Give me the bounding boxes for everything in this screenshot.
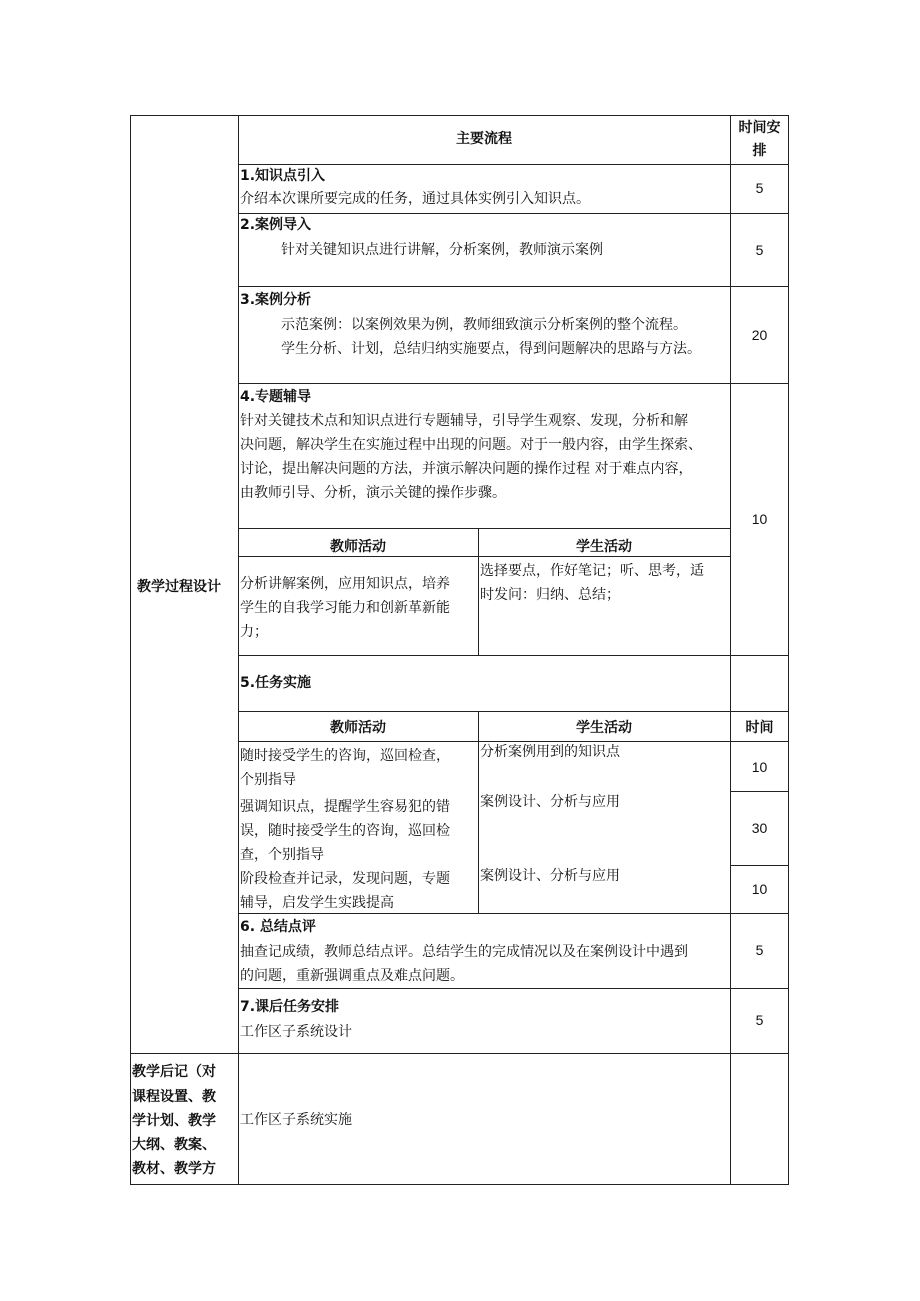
section-text-3b: 学生分析、计划，总结归纳实施要点，得到问题解决的思路与方法。 bbox=[281, 341, 701, 357]
row-line bbox=[238, 383, 789, 384]
section-title-5: 5.任务实施 bbox=[240, 675, 312, 691]
section-title-3: 3.案例分析 bbox=[240, 292, 312, 308]
s4-header-teacher: 教师活动 bbox=[330, 539, 386, 555]
s5-header-teacher: 教师活动 bbox=[330, 720, 386, 736]
table-border-left bbox=[130, 115, 131, 1185]
section-text-4c: 讨论，提出解决问题的方法，并演示解决问题的操作过程 对于难点内容， bbox=[240, 461, 693, 477]
s5-row2-student: 案例设计、分析与应用 bbox=[480, 794, 620, 810]
section-time-4: 10 bbox=[751, 511, 768, 527]
header-time-1: 时间安 bbox=[738, 120, 781, 136]
subtable-time-line bbox=[730, 791, 789, 792]
s5-row3-teacher-1: 阶段检查并记录，发现问题，专题 bbox=[240, 871, 450, 887]
section-title-6: 6. 总结点评 bbox=[240, 919, 316, 935]
section-time-1: 5 bbox=[755, 180, 764, 196]
section-text-7: 工作区子系统设计 bbox=[240, 1024, 352, 1040]
s5-row2-teacher-2: 误，随时接受学生的咨询，巡回检 bbox=[240, 823, 450, 839]
afterword-content: 工作区子系统实施 bbox=[240, 1112, 352, 1128]
section-title-4: 4.专题辅导 bbox=[240, 389, 312, 405]
section-text-1: 介绍本次课所要完成的任务，通过具体实例引入知识点。 bbox=[240, 191, 590, 207]
s5-row1-teacher-1: 随时接受学生的咨询，巡回检查， bbox=[240, 748, 450, 764]
s5-header-student: 学生活动 bbox=[576, 720, 632, 736]
s5-row2-teacher-1: 强调知识点，提醒学生容易犯的错 bbox=[240, 799, 450, 815]
header-main-flow: 主要流程 bbox=[456, 131, 512, 147]
s4-teacher-line-1: 分析讲解案例，应用知识点，培养 bbox=[240, 576, 450, 592]
label-afterword-1: 教学后记（对 bbox=[132, 1064, 216, 1080]
section-title-1: 1.知识点引入 bbox=[240, 168, 326, 184]
row-line bbox=[238, 988, 789, 989]
row-line bbox=[238, 213, 789, 214]
row-line-afterword bbox=[130, 1053, 789, 1054]
section-time-3: 20 bbox=[751, 327, 768, 343]
table-border-bottom bbox=[130, 1184, 789, 1185]
s4-teacher-line-2: 学生的自我学习能力和创新革新能 bbox=[240, 600, 450, 616]
section-title-2: 2.案例导入 bbox=[240, 217, 312, 233]
label-afterword-2: 课程设置、教 bbox=[132, 1089, 216, 1105]
section-text-3a: 示范案例：以案例效果为例，教师细致演示分析案例的整个流程。 bbox=[281, 317, 687, 333]
row-line bbox=[238, 164, 789, 165]
table-border-top bbox=[130, 115, 789, 116]
label-afterword-4: 大纲、教案、 bbox=[132, 1137, 216, 1153]
section-text-4a: 针对关键技术点和知识点进行专题辅导，引导学生观察、发现，分析和解 bbox=[240, 413, 688, 429]
section-time-2: 5 bbox=[755, 242, 764, 258]
s4-student-line-1: 选择要点，作好笔记；听、思考，适 bbox=[480, 563, 704, 579]
s5-row1-student: 分析案例用到的知识点 bbox=[480, 744, 620, 760]
s5-row3-time: 10 bbox=[751, 881, 768, 897]
header-time-2: 排 bbox=[752, 143, 767, 159]
section-time-6: 5 bbox=[755, 942, 764, 958]
section-text-4d: 由教师引导、分析，演示关键的操作步骤。 bbox=[240, 485, 506, 501]
subtable-line bbox=[238, 711, 789, 712]
section-text-2: 针对关键知识点进行讲解，分析案例，教师演示案例 bbox=[281, 242, 603, 258]
label-afterword-5: 教材、教学方 bbox=[132, 1161, 216, 1177]
subtable-line bbox=[238, 528, 731, 529]
s5-row1-teacher-2: 个别指导 bbox=[240, 772, 296, 788]
s5-row3-student: 案例设计、分析与应用 bbox=[480, 868, 620, 884]
s5-row2-time: 30 bbox=[751, 820, 768, 836]
label-afterword-3: 学计划、教学 bbox=[132, 1113, 216, 1129]
section-title-7: 7.课后任务安排 bbox=[240, 999, 340, 1015]
section-text-4b: 决问题，解决学生在实施过程中出现的问题。对于一般内容，由学生探索、 bbox=[240, 437, 702, 453]
row-line bbox=[238, 655, 789, 656]
row-line bbox=[238, 286, 789, 287]
subtable-time-line bbox=[730, 865, 789, 866]
s4-student-line-2: 时发问：归纳、总结； bbox=[480, 587, 620, 603]
col-divider-label bbox=[238, 115, 239, 1185]
s5-row1-time: 10 bbox=[751, 759, 768, 775]
s5-row2-teacher-3: 查，个别指导 bbox=[240, 847, 324, 863]
s5-row3-teacher-2: 辅导，启发学生实践提高 bbox=[240, 895, 394, 911]
s4-header-student: 学生活动 bbox=[576, 539, 632, 555]
s4-teacher-line-3: 力； bbox=[240, 624, 268, 640]
section-text-6a: 抽查记成绩，教师总结点评。总结学生的完成情况以及在案例设计中遇到 bbox=[240, 944, 688, 960]
label-process-design: 教学过程设计 bbox=[137, 579, 221, 595]
section-text-6b: 的问题，重新强调重点及难点问题。 bbox=[240, 968, 464, 984]
section-time-7: 5 bbox=[755, 1012, 764, 1028]
s5-header-time: 时间 bbox=[745, 720, 774, 736]
subtable-col-divider bbox=[478, 711, 479, 914]
